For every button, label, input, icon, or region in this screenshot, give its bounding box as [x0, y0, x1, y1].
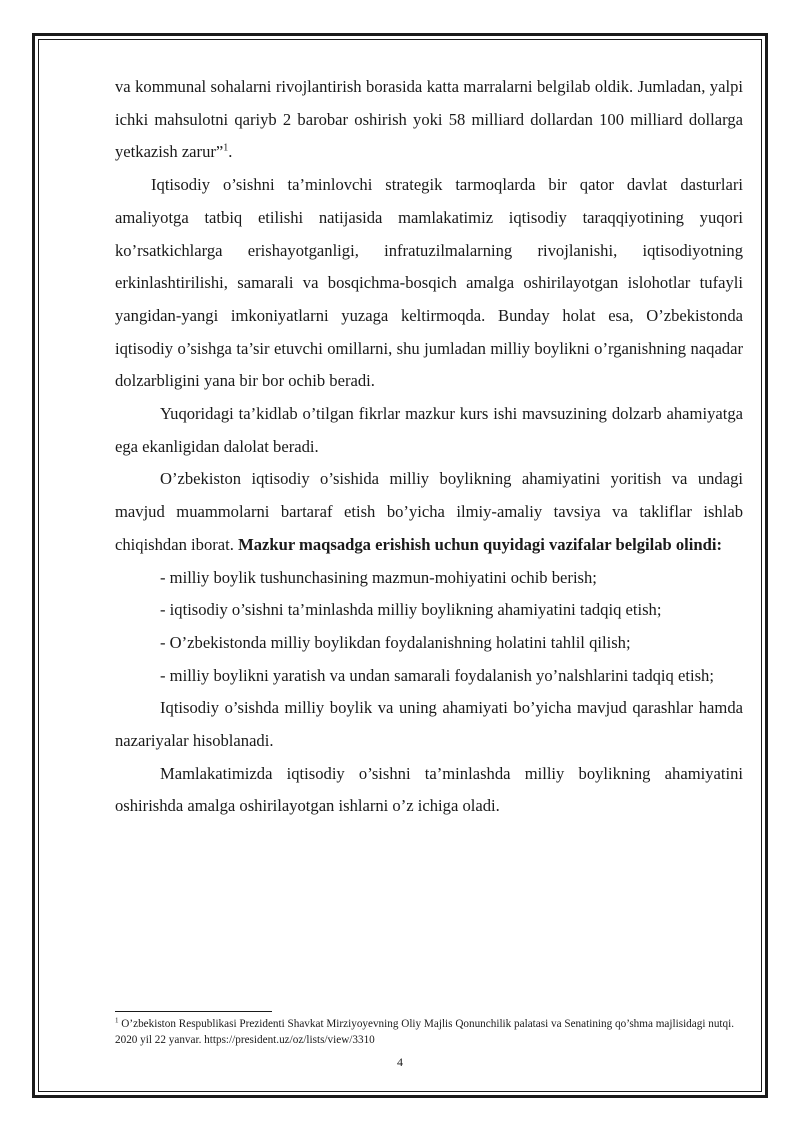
tasks-heading: Mazkur maqsadga erishish uchun quyidagi vazifalar belgilab olindi: [238, 534, 722, 554]
body-text [115, 71, 743, 823]
paragraph-subject: Mamlakatimizda iqtisodiy o’sishni ta’minlashda milliy boylikning ahamiyatini oshirishda amalga oshirilayotgan ishlarni o’z ichiga oladi. [115, 763, 743, 816]
paragraph-3: Yuqoridagi ta’kidlab o’tilgan fikrlar mazkur kurs ishi mavsuzining dolzarb ahamiyatga ega ekanligidan dalolat beradi. [115, 404, 743, 456]
task-item-3: - O’zbekistonda milliy boylikdan foydalanishning holatini tahlil qilish; [160, 632, 631, 652]
task-item-1: - milliy boylik tushunchasining mazmun-mohiyatini ochib berish; [160, 567, 597, 587]
footnote-reference[interactable]: 1 [223, 142, 229, 154]
paragraph-2: Iqtisodiy o’sishni ta’minlovchi strategik tarmoqlarda bir qator davlat dasturlari amaliyotga tatbiq etilishi natijasida mamlakatimiz iqtisodiy taraqqiyotining yuqori ko’rsatkichlarga erishayotganligi, infratuzilmalarning rivojlanishi, iqtisodiyotning erkinlashtirilishi, samarali va bosqichma-bosqich amalga oshirilayotgan islohotlar tufayli yangidan-yangi imkoniyatlarni yuzaga keltirmoqda. Bunday holat esa, O’zbekistonda iqtisodiy o’sishga ta’sir etuvchi omillarni, shu jumladan milliy boylikni o’rganishning naqadar dolzarbligini yana bir bor ochib beradi. [115, 175, 743, 391]
footnote-separator [115, 1011, 272, 1012]
footnote [115, 1016, 743, 1048]
page-number: 4 [397, 1055, 403, 1069]
footnote-marker: 1 [115, 1016, 119, 1025]
paragraph-object: Iqtisodiy o’sishda milliy boylik va uning ahamiyati bo’yicha mavjud qarashlar hamda nazariyalar hisoblanadi. [115, 698, 743, 751]
paragraph-1: va kommunal sohalarni rivojlantirish borasida katta marralarni belgilab oldik. Jumladan, yalpi ichki mahsulotni qariyb 2 barobar oshirish yoki 58 milliard dollardan 100 milliard dollarga yetkazish zarur”$^1$. [115, 77, 743, 162]
task-item-4: - milliy boylikni yaratish va undan samarali foydalanish yo’nalshlarini tadqiq etish; [160, 665, 714, 685]
paragraph-4: O’zbekiston iqtisodiy o’sishida milliy boylikning ahamiyatini yoritish va undagi mavjud muammolarni bartaraf etish bo’yicha ilmiy-amaliy tavsiya va takliflar ishlab chiqishdan iborat. Mazkur maqsadga erishish uchun quyidagi vazifalar belgilab olindi: [115, 469, 743, 554]
task-item-2: - iqtisodiy o’sishni ta’minlashda milliy boylikning ahamiyatini tadqiq etish; [160, 600, 662, 620]
footnote-text: O’zbekiston Respublikasi Prezidenti Shavkat Mirziyoyevning Oliy Majlis Qonunchilik palatasi va Senatining qo’shma majlisidagi nutqi. 2020 yil 22 yanvar. https://president.uz/oz/lists/view/3310 [115, 1018, 735, 1046]
